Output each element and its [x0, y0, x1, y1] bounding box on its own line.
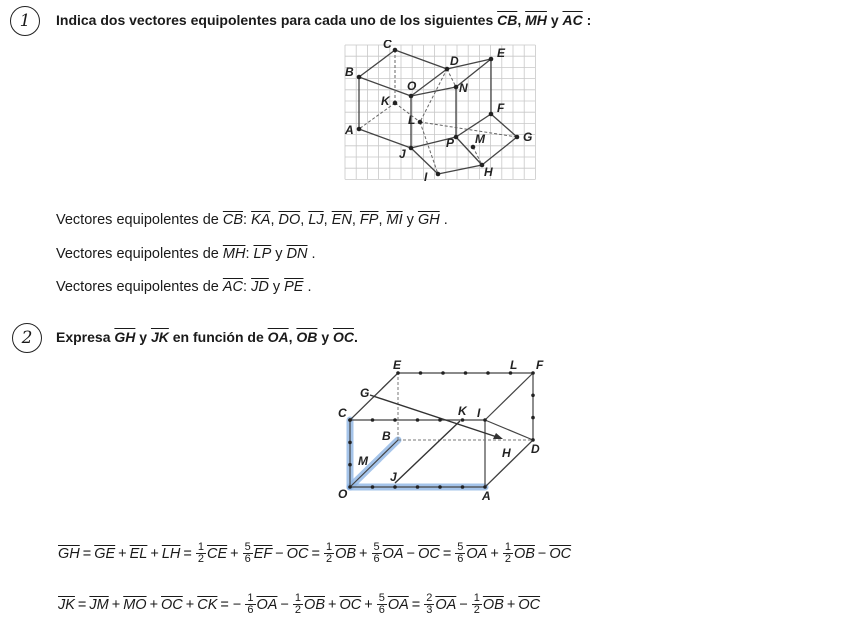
answer-colon: : [243, 279, 252, 295]
point-l [418, 120, 423, 125]
answer-colon: : [245, 246, 254, 262]
dashed-edge-dl [420, 69, 447, 122]
grid-dot [461, 485, 465, 489]
point-c [393, 48, 398, 53]
answer-prefix: Vectores equipolentes de [56, 279, 223, 295]
point-d [445, 67, 450, 72]
answer-vector: $\overline{MH}$ [222, 246, 246, 262]
edge-aj [359, 129, 411, 148]
answer-sep: , [378, 212, 387, 228]
answer-vector: $\overline{AC}$ [222, 279, 244, 295]
edge-pf [456, 114, 491, 137]
exercise2-figure [330, 355, 560, 505]
point-b [357, 75, 362, 80]
exercise2-statement: Expresa $\overline{GH}$ y $\overline{JK}$ en función de $\overline{OA}$, $\overline{OB}$ y $\overline{OC}$. [56, 329, 358, 345]
answer-prefix: Vectores equipolentes de [56, 246, 223, 262]
grid-dot [348, 485, 352, 489]
answer-and: y [271, 246, 287, 262]
point-label-f: F [497, 101, 505, 115]
answer-end: . [439, 212, 448, 228]
exercise-number-1: 1 [10, 6, 40, 36]
point-label-g: G [523, 130, 533, 144]
point-label-a: A [482, 489, 491, 503]
point-label-o: O [338, 487, 348, 501]
grid-dot [348, 418, 352, 422]
edge-gh [482, 137, 517, 165]
grid-dot [371, 418, 375, 422]
equation-gh: $\overline{GH}$ = $\overline{GE}$ + $\overline{EL}$ + $\overline{LH}$ = $\frac{1}{2}$ $\overline{CE}$ + $\frac{5}{6}$ $\overline{EF}$ − $\overline{OC}$ = $\frac{1}{2}$ $\overline{OB}$ + $\frac{5}{6}$ $\overline{OA}$ − $\overline{OC}$ = $\frac{5}{6}$ $\overline{OA}$ + $\frac{1}{2}$ $\overline{OB}$ − $\overline{OC}$ [58, 541, 572, 565]
grid-dot [531, 371, 535, 375]
exercise1-statement: Indica dos vectores equipolentes para cada uno de los siguientes $\overline{CB}$, $\overline{MH}$ y $\overline{AC}$ : [56, 12, 592, 28]
answer-last: $\overline{DN}$ [286, 246, 308, 262]
point-label-m: M [475, 132, 485, 146]
exercise1-figure [340, 40, 540, 185]
point-label-o: O [407, 79, 417, 93]
point-a [357, 127, 362, 132]
grid-dot [441, 371, 445, 375]
point-label-j: J [390, 470, 397, 484]
point-label-c: C [383, 40, 392, 51]
grid-dot [438, 485, 442, 489]
answer-item: $\overline{EN}$ [331, 212, 352, 228]
point-label-c: C [338, 406, 347, 420]
point-label-e: E [393, 358, 402, 372]
point-label-i: I [477, 406, 481, 420]
point-o [409, 94, 414, 99]
grid-dot [464, 371, 468, 375]
point-label-k: K [381, 94, 390, 108]
arrow-head-gh [493, 433, 503, 439]
answer-item: $\overline{JD}$ [251, 279, 269, 295]
grid-dot [416, 418, 420, 422]
point-n [454, 85, 459, 90]
answer-sep: , [270, 212, 279, 228]
grid-dot [393, 418, 397, 422]
exercise-number-2: 2 [12, 323, 42, 353]
point-label-j: J [399, 147, 406, 161]
answer-item: $\overline{MI}$ [386, 212, 403, 228]
point-label-g: G [360, 386, 370, 400]
answer-item: $\overline{KA}$ [251, 212, 271, 228]
point-label-f: F [536, 358, 544, 372]
point-label-e: E [497, 46, 506, 60]
answer-sep: , [351, 212, 360, 228]
answer-line-1 [56, 212, 448, 228]
point-label-l: L [510, 358, 518, 372]
equation-jk: $\overline{JK}$ = $\overline{JM}$ + $\overline{MO}$ + $\overline{OC}$ + $\overline{CK}$ = − $\frac{1}{6}$ $\overline{OA}$ − $\frac{1}{2}$ $\overline{OB}$ + $\overline{OC}$ + $\frac{5}{6}$ $\overline{OA}$ = $\frac{2}{3}$ $\overline{OA}$ − $\frac{1}{2}$ $\overline{OB}$ + $\overline{OC}$ [58, 592, 541, 616]
grid-dot [393, 485, 397, 489]
edge-hi [438, 165, 482, 174]
grid-dot [416, 485, 420, 489]
box-edge [485, 373, 533, 420]
grid-dot [461, 418, 465, 422]
answer-line-2 [56, 246, 316, 262]
answer-item: $\overline{DO}$ [278, 212, 301, 228]
point-label-h: H [484, 165, 493, 179]
point-f [489, 112, 494, 117]
grid-dot [483, 418, 487, 422]
point-k [393, 101, 398, 106]
grid-dot [419, 371, 423, 375]
answer-last: $\overline{GH}$ [417, 212, 440, 228]
point-e [489, 57, 494, 62]
grid-dot [486, 371, 490, 375]
point-label-i: I [424, 170, 428, 184]
vector-jk [395, 421, 460, 483]
point-i [436, 172, 441, 177]
answer-last: $\overline{PE}$ [284, 279, 304, 295]
answer-colon: : [243, 212, 252, 228]
point-j [409, 146, 414, 151]
point-label-p: P [446, 136, 455, 150]
answer-sep: , [300, 212, 309, 228]
point-label-d: D [531, 442, 540, 456]
answer-and: y [402, 212, 418, 228]
box-edge [485, 420, 533, 440]
point-g [515, 135, 520, 140]
point-label-a: A [345, 123, 354, 137]
answer-item: $\overline{LP}$ [253, 246, 272, 262]
point-label-h: H [502, 446, 511, 460]
answer-end: . [303, 279, 312, 295]
point-p [454, 135, 459, 140]
point-label-b: B [382, 429, 391, 443]
grid-dot [348, 463, 352, 467]
point-label-n: N [459, 81, 468, 95]
point-label-d: D [450, 54, 459, 68]
grid-dot [371, 485, 375, 489]
edge-cd [395, 50, 447, 69]
answer-vector: $\overline{CB}$ [222, 212, 244, 228]
answer-end: . [307, 246, 316, 262]
dashed-edge-dn [447, 69, 456, 87]
grid-dot [348, 441, 352, 445]
grid-dot [531, 394, 535, 398]
grid-dot [531, 416, 535, 420]
grid-dot [438, 418, 442, 422]
answer-sep: , [323, 212, 332, 228]
answer-item: $\overline{LJ}$ [308, 212, 324, 228]
point-label-m: M [358, 454, 368, 468]
point-label-l: L [408, 113, 416, 127]
answer-prefix: Vectores equipolentes de [56, 212, 223, 228]
point-label-k: K [458, 404, 467, 418]
answer-and: y [268, 279, 285, 295]
answer-item: $\overline{FP}$ [359, 212, 379, 228]
point-label-b: B [345, 65, 354, 79]
answer-line-3 [56, 279, 312, 295]
